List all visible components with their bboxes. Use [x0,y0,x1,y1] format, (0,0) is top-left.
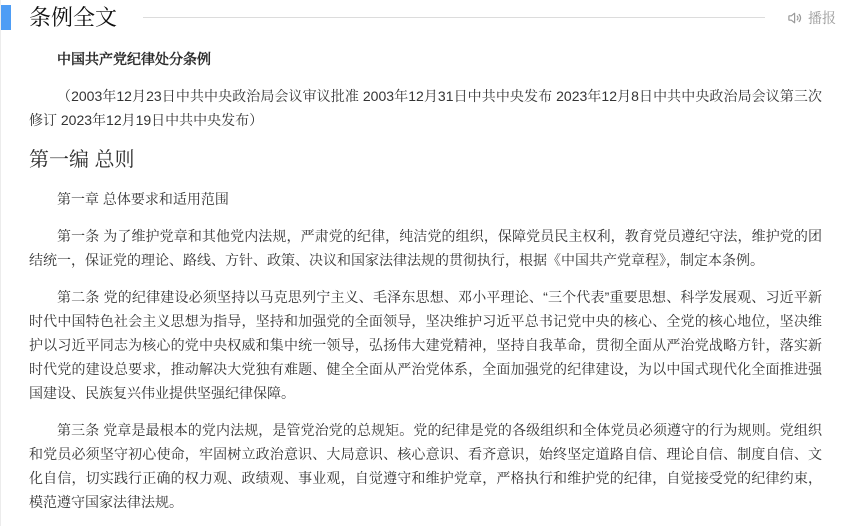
tts-play-button[interactable] [787,8,836,28]
tts-label: 播报 [808,9,836,26]
part-heading: 第一编 总则 [29,149,135,171]
section-title: 条例全文 [29,5,118,30]
chapter-heading: 第一章 总体要求和适用范围 [57,191,229,207]
article-paragraph-3: 第三条 党章是最根本的党内法规，是管党治党的总规矩。党的纪律是党的各级组织和全体党员必须遵守的行为规则。党组织和党员必须坚守初心使命，牢固树立政治意识、大局意识、核心意识、看齐意识，始终坚定道路自信、理论自信、制度自信、文化自信，切实践行正确的权力观、政绩观、事业观，自觉遵守和维护党章，严格执行和维护党的纪律，自觉接受党的纪律约束，模范遵守国家法律法规。 [29,422,822,510]
section-header [1,0,852,30]
article-content [1,47,852,514]
article-paragraph-2: 第二条 党的纪律建设必须坚持以马克思列宁主义、毛泽东思想、邓小平理论、“三个代表”重要思想、科学发展观、习近平新时代中国特色社会主义思想为指导，坚持和加强党的全面领导，坚决维护习近平总书记党中央的核心、全党的核心地位，坚决维护以习近平同志为核心的党中央权威和集中统一领导，弘扬伟大建党精神，坚持自我革命，贯彻全面从严治党战略方针，落实新时代党的建设总要求，推动解决大党独有难题、健全全面从严治党体系，全面加强党的纪律建设，为以中国式现代化全面推进强国建设、民族复兴伟业提供坚强纪律保障。 [29,289,822,401]
article-paragraph-1: 第一条 为了维护党章和其他党内法规，严肃党的纪律，纯洁党的组织，保障党员民主权利，教育党员遵纪守法，维护党的团结统一，保证党的理论、路线、方针、政策、决议和国家法律法规的贯彻执行，根据《中国共产党章程》，制定本条例。 [29,228,822,268]
document-meta: （2003年12月23日中共中央政治局会议审议批准 2003年12月31日中共中央发布 2023年12月8日中共中央政治局会议第三次修订 2023年12月19日中共中央发布） [29,88,822,128]
document-title: 中国共产党纪律处分条例 [57,51,211,67]
speaker-icon [787,10,803,26]
header-divider [143,17,765,18]
section-accent-bar [1,5,11,30]
